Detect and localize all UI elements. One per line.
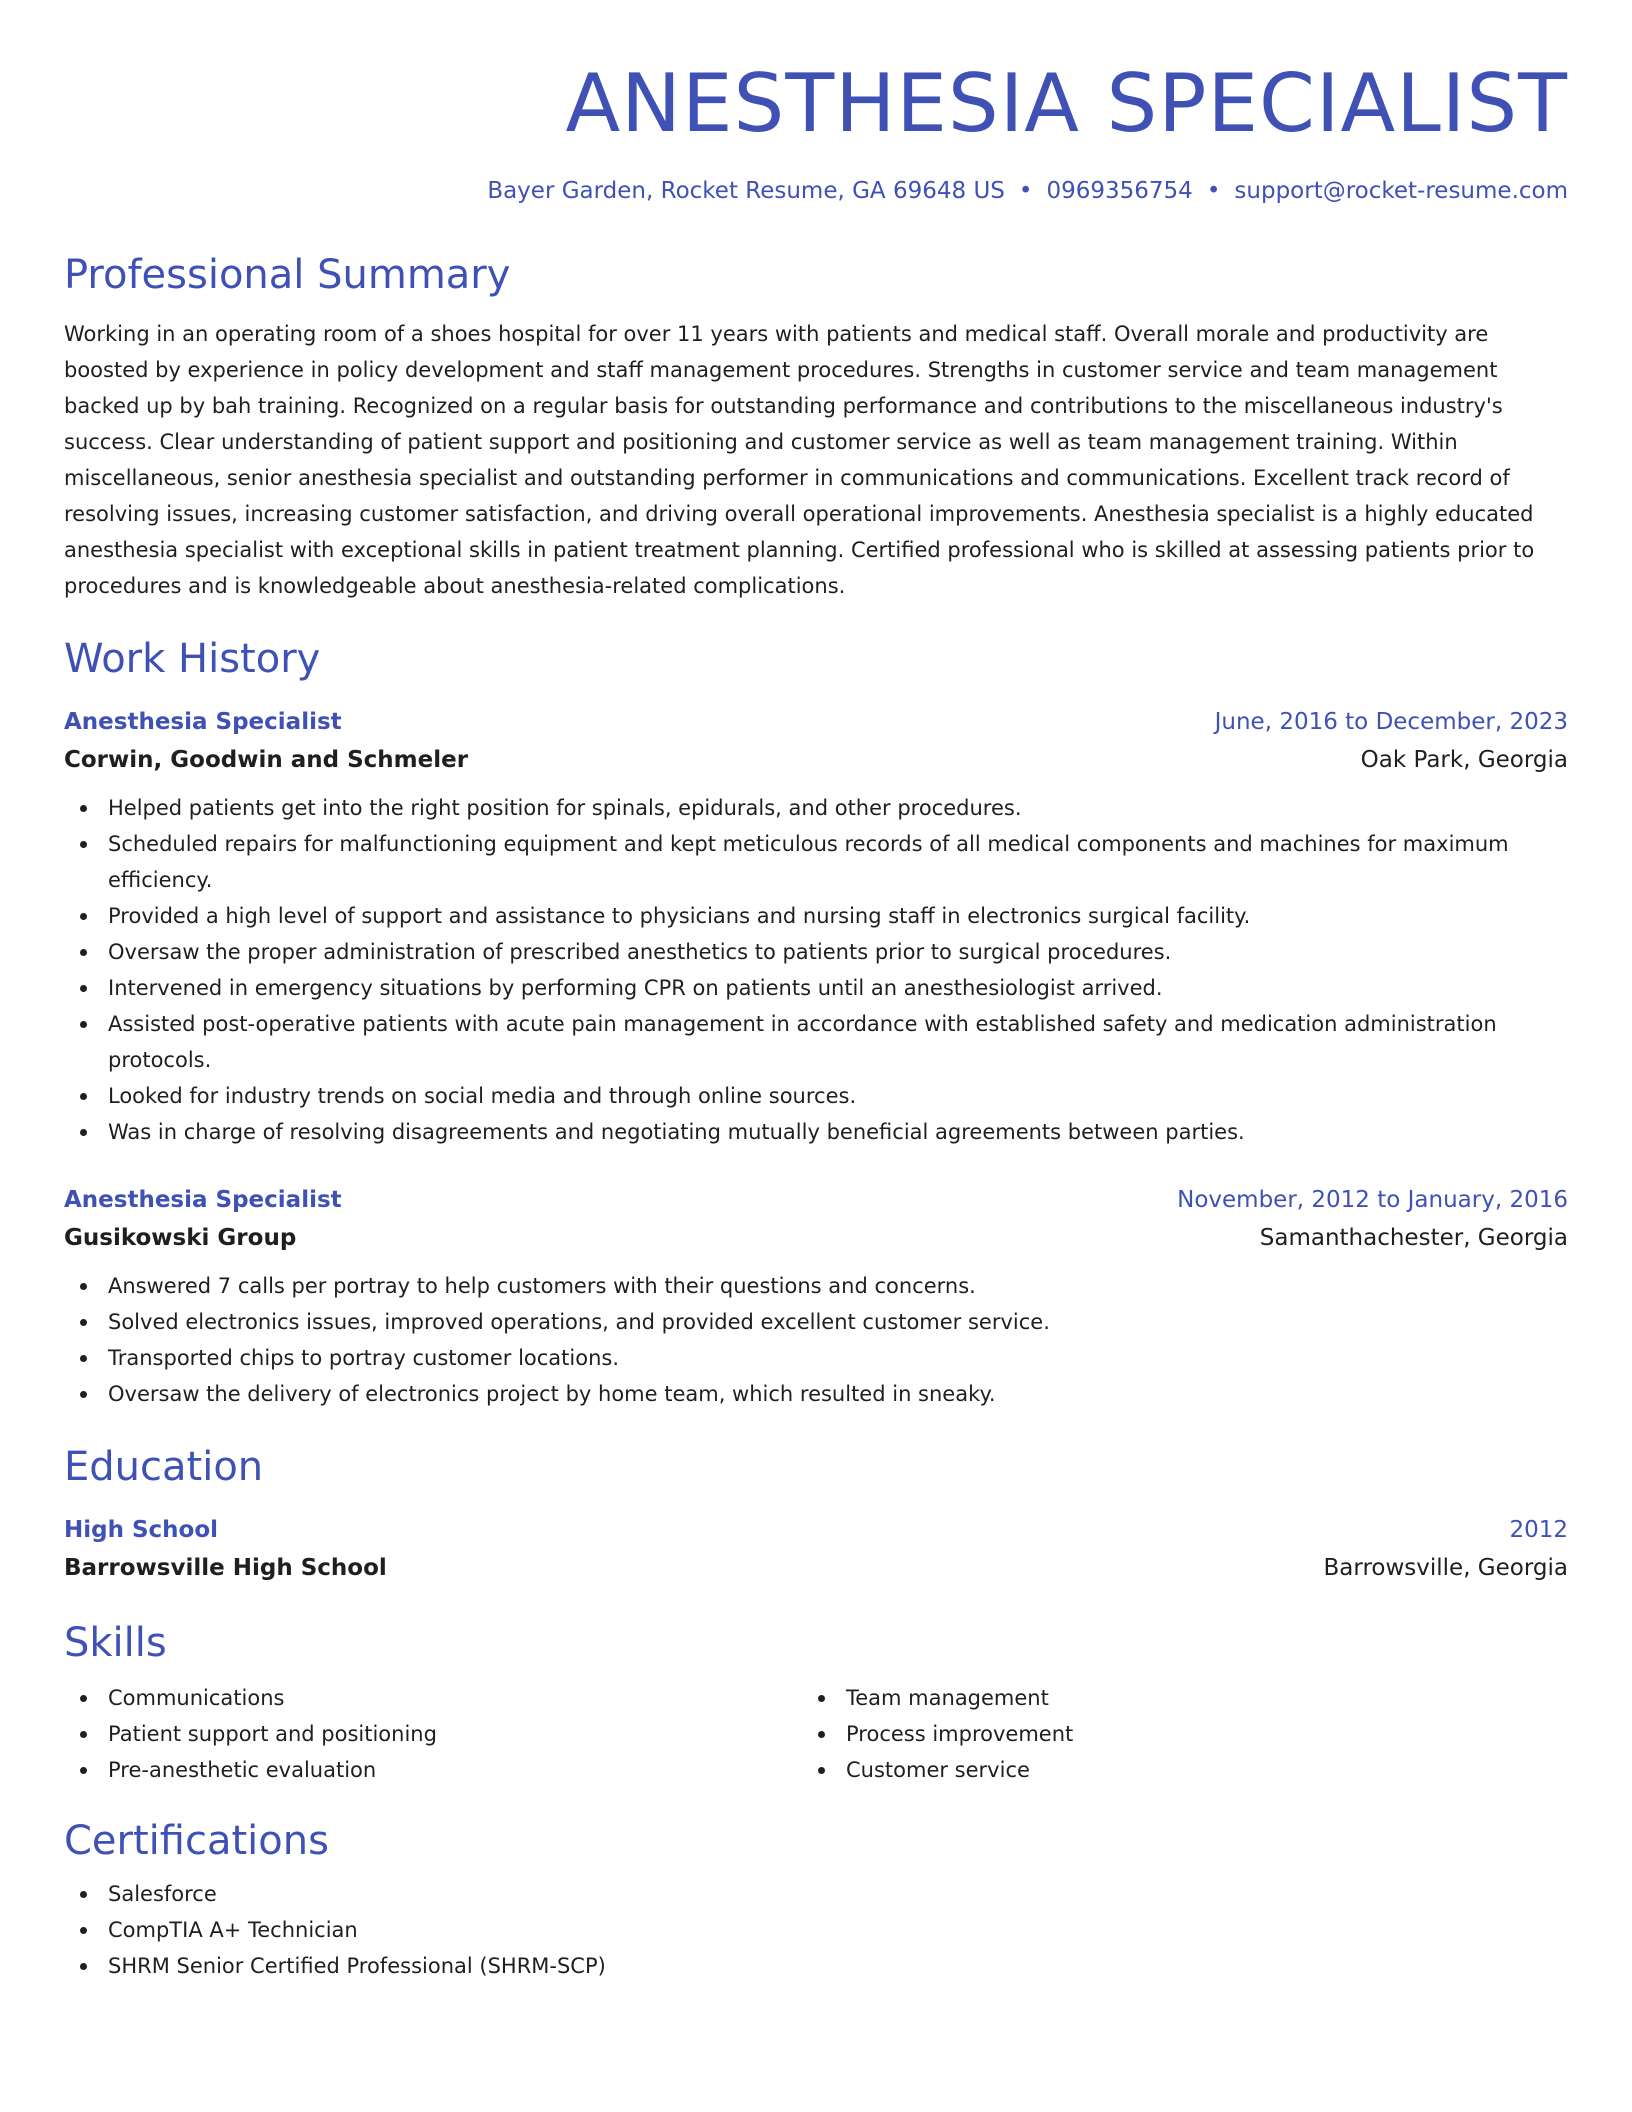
- certification-item: CompTIA A+ Technician: [64, 1912, 1568, 1948]
- education-year: 2012: [1509, 1517, 1568, 1543]
- contact-separator: •: [1206, 178, 1221, 204]
- job-bullet: Oversaw the delivery of electronics project by home team, which resulted in sneaky.: [64, 1376, 1568, 1412]
- skill-item: Customer service: [802, 1752, 1540, 1788]
- job-company-row: [64, 1218, 1568, 1258]
- job-role: Anesthesia Specialist: [64, 1187, 342, 1213]
- skill-item: Team management: [802, 1680, 1540, 1716]
- skill-item: Process improvement: [802, 1716, 1540, 1752]
- education-degree: High School: [64, 1517, 219, 1543]
- job-bullet: Helped patients get into the right position for spinals, epidurals, and other procedures.: [64, 790, 1568, 826]
- job-bullets: [64, 1268, 1568, 1412]
- education-school: Barrowsville High School: [64, 1555, 387, 1581]
- certification-item: SHRM Senior Certified Professional (SHRM-SCP): [64, 1948, 1568, 1984]
- resume-title: ANESTHESIA SPECIALIST: [565, 57, 1568, 150]
- job-location: Oak Park, Georgia: [1360, 747, 1568, 773]
- job-bullet: Scheduled repairs for malfunctioning equipment and kept meticulous records of all medical components and machines for maximum efficiency.: [64, 826, 1568, 898]
- education-header-row: [64, 1512, 1568, 1548]
- summary-heading: Professional Summary: [64, 252, 511, 298]
- job-bullet: Looked for industry trends on social media and through online sources.: [64, 1078, 1568, 1114]
- job-entry: [64, 1182, 1568, 1412]
- skill-item: Patient support and positioning: [64, 1716, 802, 1752]
- job-dates: June, 2016 to December, 2023: [1214, 709, 1568, 735]
- job-header-row: [64, 1182, 1568, 1218]
- skills-column-right: [802, 1680, 1540, 1788]
- job-bullet: Answered 7 calls per portray to help customers with their questions and concerns.: [64, 1268, 1568, 1304]
- contact-address: Bayer Garden, Rocket Resume, GA 69648 US: [487, 178, 1005, 204]
- skills-grid: [64, 1680, 1568, 1788]
- job-dates: November, 2012 to January, 2016: [1177, 1187, 1568, 1213]
- job-bullet: Assisted post-operative patients with acute pain management in accordance with established safety and medication administration protocols.: [64, 1006, 1568, 1078]
- education-entry: [64, 1512, 1568, 1588]
- contact-separator: •: [1018, 178, 1033, 204]
- skills-heading: Skills: [64, 1620, 167, 1666]
- skill-item: Communications: [64, 1680, 802, 1716]
- job-bullet: Intervened in emergency situations by performing CPR on patients until an anesthesiologist arrived.: [64, 970, 1568, 1006]
- contact-line: [64, 178, 1568, 204]
- skills-column-left: [64, 1680, 802, 1788]
- job-header-row: [64, 704, 1568, 740]
- job-entry: [64, 704, 1568, 1150]
- certifications-list: [64, 1876, 1568, 1984]
- job-bullet: Transported chips to portray customer locations.: [64, 1340, 1568, 1376]
- job-bullet: Oversaw the proper administration of prescribed anesthetics to patients prior to surgical procedures.: [64, 934, 1568, 970]
- work-history-heading: Work History: [64, 636, 321, 682]
- certification-item: Salesforce: [64, 1876, 1568, 1912]
- education-heading: Education: [64, 1444, 264, 1490]
- contact-email: support@rocket-resume.com: [1234, 178, 1568, 204]
- job-bullets: [64, 790, 1568, 1150]
- job-bullet: Was in charge of resolving disagreements and negotiating mutually beneficial agreements between parties.: [64, 1114, 1568, 1150]
- contact-phone: 0969356754: [1046, 178, 1193, 204]
- job-company-row: [64, 740, 1568, 780]
- education-school-row: [64, 1548, 1568, 1588]
- job-location: Samanthachester, Georgia: [1259, 1225, 1568, 1251]
- education-location: Barrowsville, Georgia: [1323, 1555, 1568, 1581]
- summary-text: Working in an operating room of a shoes hospital for over 11 years with patients and medical staff. Overall morale and productivity are boosted by experience in policy development and staff management procedures. Strengths in customer service and team management backed up by bah training. Recognized on a regular basis for outstanding performance and contributions to the miscellaneous industry's success. Clear understanding of patient support and positioning and customer service as well as team management training. Within miscellaneous, senior anesthesia specialist and outstanding performer in communications and communications. Excellent track record of resolving issues, increasing customer satisfaction, and driving overall operational improvements. Anesthesia specialist is a highly educated anesthesia specialist with exceptional skills in patient treatment planning. Certified professional who is skilled at assessing patients prior to procedures and is knowledgeable about anesthesia-related complications.: [64, 322, 1535, 598]
- job-role: Anesthesia Specialist: [64, 709, 342, 735]
- certifications-heading: Certifications: [64, 1818, 329, 1864]
- job-company: Corwin, Goodwin and Schmeler: [64, 747, 469, 773]
- skill-item: Pre-anesthetic evaluation: [64, 1752, 802, 1788]
- job-bullet: Provided a high level of support and assistance to physicians and nursing staff in electronics surgical facility.: [64, 898, 1568, 934]
- job-bullet: Solved electronics issues, improved operations, and provided excellent customer service.: [64, 1304, 1568, 1340]
- job-company: Gusikowski Group: [64, 1225, 297, 1251]
